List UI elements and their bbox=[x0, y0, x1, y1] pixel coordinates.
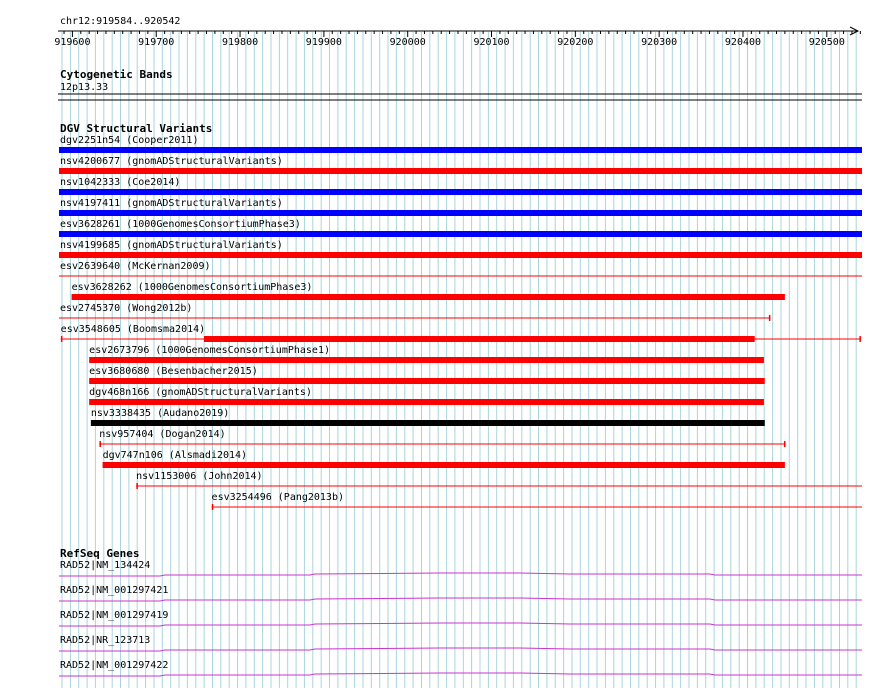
ruler-tick-label: 920500 bbox=[808, 37, 845, 48]
dgv-feature bbox=[59, 198, 862, 216]
dgv-feature bbox=[99, 429, 785, 447]
ruler-tick-label: 919800 bbox=[221, 37, 259, 48]
dgv-feature-bar bbox=[103, 462, 785, 468]
dgv-feature bbox=[59, 240, 862, 258]
ruler-tick-label: 919900 bbox=[305, 37, 342, 48]
cytoband-track-title: Cytogenetic Bands bbox=[60, 68, 173, 81]
dgv-feature-label: nsv1153006 (John2014) bbox=[136, 471, 263, 482]
dgv-feature bbox=[59, 135, 862, 153]
refseq-track-title: RefSeq Genes bbox=[60, 547, 140, 560]
dgv-feature bbox=[72, 282, 785, 300]
dgv-feature-label: nsv4197411 (gnomADStructuralVariants) bbox=[60, 198, 283, 209]
dgv-feature-label: nsv1042333 (Coe2014) bbox=[60, 177, 181, 188]
dgv-feature-label: nsv3338435 (Audano2019) bbox=[90, 408, 230, 419]
dgv-feature bbox=[89, 387, 764, 405]
dgv-feature bbox=[61, 324, 861, 342]
refseq-gene-label: RAD52|NM_001297421 bbox=[60, 585, 169, 596]
dgv-feature-label: esv2639640 (McKernan2009) bbox=[60, 261, 211, 272]
refseq-gene-label: RAD52|NM_001297422 bbox=[60, 660, 169, 671]
dgv-feature-bar bbox=[59, 189, 862, 195]
dgv-feature-label: nsv4200677 (gnomADStructuralVariants) bbox=[60, 156, 283, 167]
dgv-feature-bar bbox=[59, 210, 862, 216]
dgv-feature-bar bbox=[89, 357, 764, 363]
dgv-feature-bar bbox=[72, 294, 785, 300]
dgv-track-title: DGV Structural Variants bbox=[60, 122, 213, 135]
dgv-feature-label: esv3628262 (1000GenomesConsortiumPhase3) bbox=[71, 282, 313, 293]
dgv-feature-label: esv3628261 (1000GenomesConsortiumPhase3) bbox=[60, 219, 301, 230]
dgv-feature-bar bbox=[204, 336, 755, 342]
dgv-feature-label: dgv2251n54 (Cooper2011) bbox=[60, 135, 199, 146]
refseq-gene-label: RAD52|NM_134424 bbox=[60, 560, 151, 571]
dgv-feature bbox=[59, 177, 862, 195]
dgv-feature bbox=[59, 219, 862, 237]
dgv-feature bbox=[136, 471, 862, 489]
ruler-tick-label: 920000 bbox=[389, 37, 426, 48]
dgv-feature-bar bbox=[59, 231, 862, 237]
dgv-feature bbox=[59, 156, 862, 174]
dgv-feature-bar bbox=[89, 399, 764, 405]
refseq-gene-label: RAD52|NR_123713 bbox=[60, 635, 151, 646]
dgv-feature-label: esv3548605 (Boomsma2014) bbox=[60, 324, 206, 335]
dgv-feature-label: esv3680680 (Besenbacher2015) bbox=[89, 366, 258, 377]
dgv-feature-label: nsv4199685 (gnomADStructuralVariants) bbox=[60, 240, 283, 251]
dgv-feature-bar bbox=[59, 147, 862, 153]
dgv-feature-label: esv2673796 (1000GenomesConsortiumPhase1) bbox=[89, 345, 331, 356]
ruler-tick-label: 920400 bbox=[724, 37, 762, 48]
region-label: chr12:919584..920542 bbox=[60, 16, 181, 27]
dgv-feature-label: nsv957404 (Dogan2014) bbox=[99, 429, 226, 440]
dgv-feature-label: dgv747n106 (Alsmadi2014) bbox=[102, 450, 248, 461]
dgv-feature bbox=[103, 450, 785, 468]
dgv-feature-label: esv3254496 (Pang2013b) bbox=[211, 492, 345, 503]
refseq-gene-label: RAD52|NM_001297419 bbox=[60, 610, 169, 621]
dgv-feature-label: dgv468n166 (gnomADStructuralVariants) bbox=[89, 387, 312, 398]
dgv-feature bbox=[89, 345, 764, 363]
cytoband-label: 12p13.33 bbox=[60, 82, 109, 93]
ruler-tick-label: 920300 bbox=[641, 37, 678, 48]
dgv-feature-bar bbox=[59, 252, 862, 258]
dgv-feature-bar bbox=[89, 378, 765, 384]
dgv-feature-label: esv2745370 (Wong2012b) bbox=[60, 303, 193, 314]
ruler-tick-label: 919700 bbox=[138, 37, 175, 48]
dgv-feature-bar bbox=[59, 168, 862, 174]
ruler-tick-label: 920100 bbox=[473, 37, 510, 48]
ruler-tick-label: 920200 bbox=[557, 37, 594, 48]
dgv-feature-bar bbox=[91, 420, 765, 426]
ruler-tick-label: 919600 bbox=[54, 37, 91, 48]
